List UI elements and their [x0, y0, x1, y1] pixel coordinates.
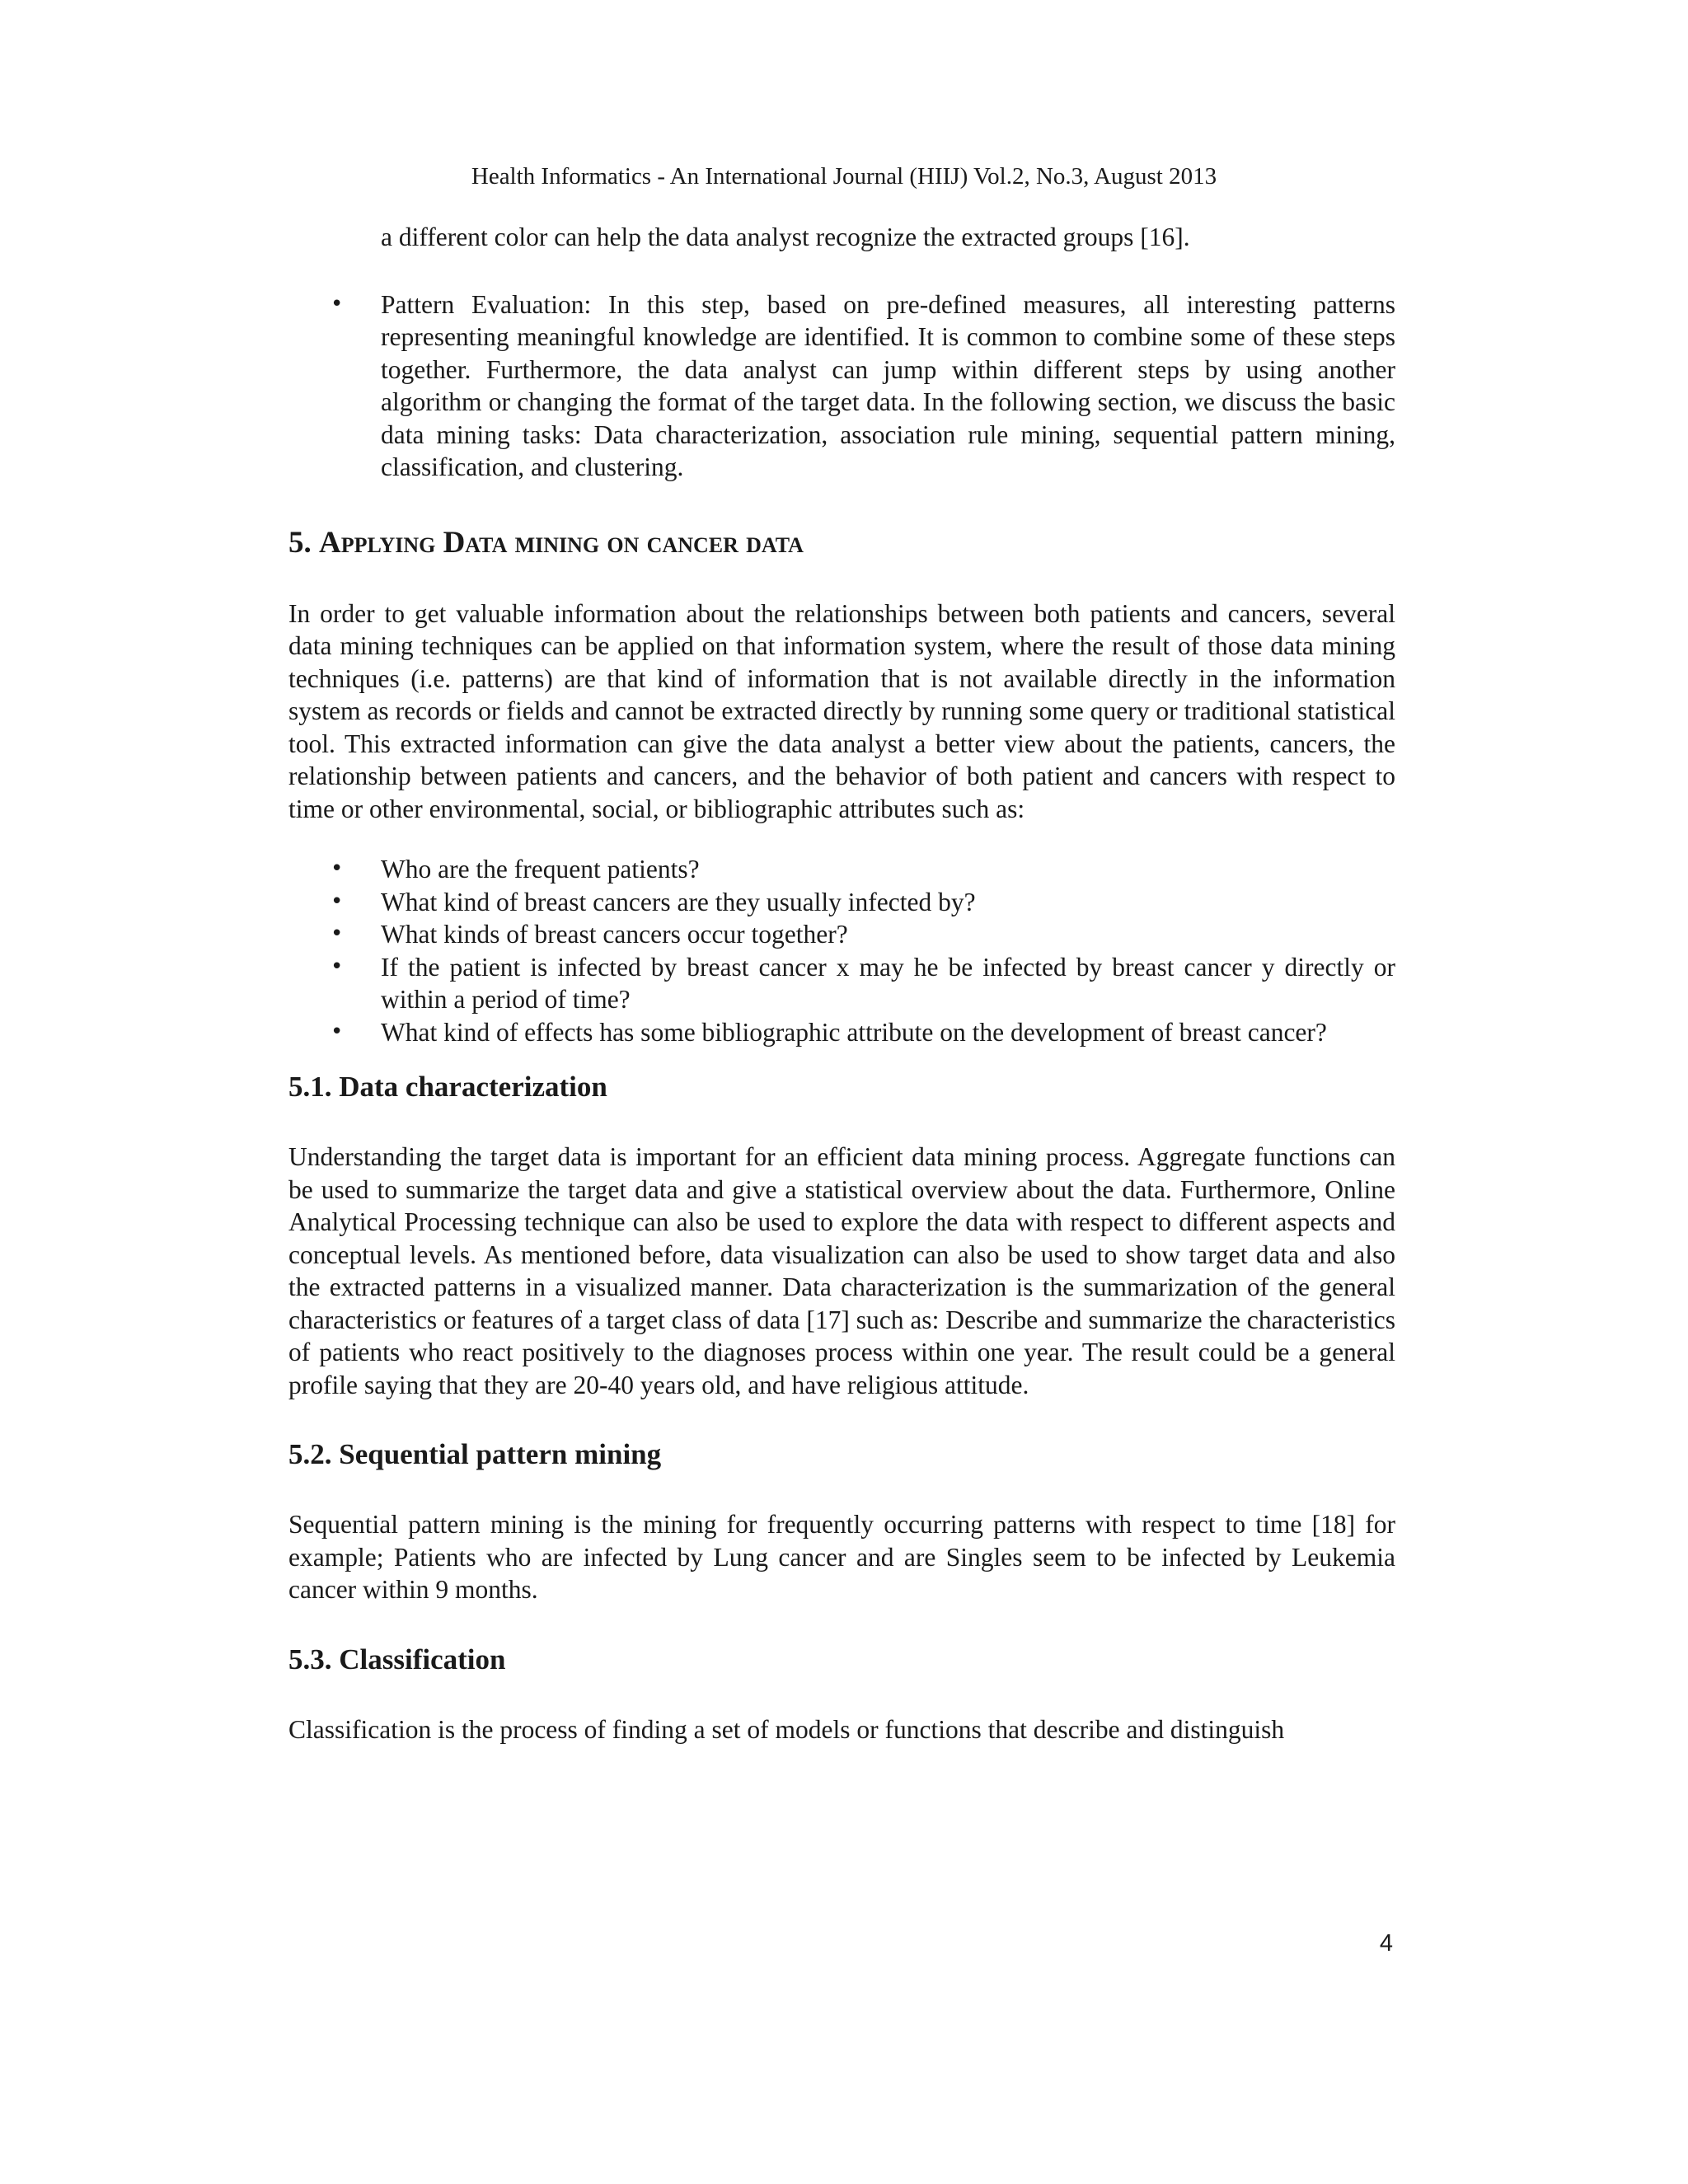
- section-5-2-paragraph: Sequential pattern mining is the mining for frequently occurring patterns with respect to time [18] for example; Patients who are infected by Lung cancer and are Singles seem to be infected by Leukemia cancer within 9 months.: [288, 1510, 1395, 1604]
- list-item: [288, 951, 1395, 1016]
- running-header: Health Informatics - An International Journal (HIIJ) Vol.2, No.3, August 2013: [471, 163, 1217, 190]
- list-item: [288, 288, 1395, 484]
- list-item: [288, 1016, 1395, 1049]
- list-item-text: If the patient is infected by breast cancer x may he be infected by breast cancer y directly or within a period of time?: [381, 952, 1395, 1014]
- list-item-text: What kind of effects has some bibliographic attribute on the development of breast cancer?: [381, 1017, 1327, 1047]
- list-item-text: Pattern Evaluation: In this step, based on pre-defined measures, all interesting patterns representing meaningful knowledge are identified. It is common to combine some of these steps together. Furthermore, the data analyst can jump within different steps by using another algorithm or changing the format of the target data. In the following section, we discuss the basic data mining tasks: Data characterization, association rule mining, sequential pattern mining, classification, and clustering.: [381, 289, 1395, 481]
- bullet-icon: •: [331, 1019, 344, 1044]
- list-item: [288, 886, 1395, 919]
- continued-list-text: a different color can help the data analyst recognize the extracted groups [16].: [381, 223, 1190, 251]
- section-5-1-paragraph: Understanding the target data is important for an efficient data mining process. Aggregate functions can be used to summarize the target data and give a statistical overview about the data. Furthermore, Online Analytical Processing technique can also be used to explore the data with respect to different aspects and conceptual levels. As mentioned before, data visualization can also be used to show target data and also the extracted patterns in a visualized manner. Data characterization is the summarization of the general characteristics or features of a target class of data [17] such as: Describe and summarize the characteristics of patients who react positively to the diagnoses process within one year. The result could be a general profile saying that they are 20-40 years old, and have religious attitude.: [288, 1142, 1395, 1399]
- list-item-text: What kinds of breast cancers occur together?: [381, 920, 848, 949]
- section-5-paragraph: In order to get valuable information about the relationships between both patients and cancers, several data mining techniques can be applied on that information system, where the result of those data mining techniques (i.e. patterns) are that kind of information that is not available directly in the information system as records or fields and cannot be extracted directly by running some query or traditional statistical tool. This extracted information can give the data analyst a better view about the patients, cancers, the relationship between patients and cancers, and the behavior of both patient and cancers with respect to time or other environmental, social, or bibliographic attributes such as:: [288, 598, 1395, 823]
- page-content: [288, 221, 1395, 1746]
- section-heading-5: [288, 525, 1395, 561]
- bullet-icon: •: [331, 921, 344, 946]
- questions-list: [288, 853, 1395, 1048]
- section-title: Applying Data mining on cancer data: [319, 525, 804, 560]
- list-item-text: What kind of breast cancers are they usually infected by?: [381, 887, 976, 916]
- page-number: 4: [1379, 1930, 1393, 1957]
- list-item-text: Who are the frequent patients?: [381, 855, 700, 883]
- bullet-icon: •: [331, 888, 344, 914]
- list-item: [288, 853, 1395, 886]
- section-number: 5.: [288, 525, 312, 560]
- subsection-heading-5-3: 5.3. Classification: [288, 1643, 506, 1675]
- bullet-icon: •: [331, 856, 344, 881]
- section-5-3-paragraph: Classification is the process of finding a set of models or functions that describe and distinguish: [288, 1714, 1285, 1744]
- bullet-icon: •: [331, 954, 344, 979]
- bullet-icon: •: [331, 291, 344, 316]
- list-item: [288, 918, 1395, 951]
- steps-list: [288, 288, 1395, 484]
- subsection-heading-5-2: 5.2. Sequential pattern mining: [288, 1438, 662, 1470]
- subsection-heading-5-1: 5.1. Data characterization: [288, 1071, 607, 1103]
